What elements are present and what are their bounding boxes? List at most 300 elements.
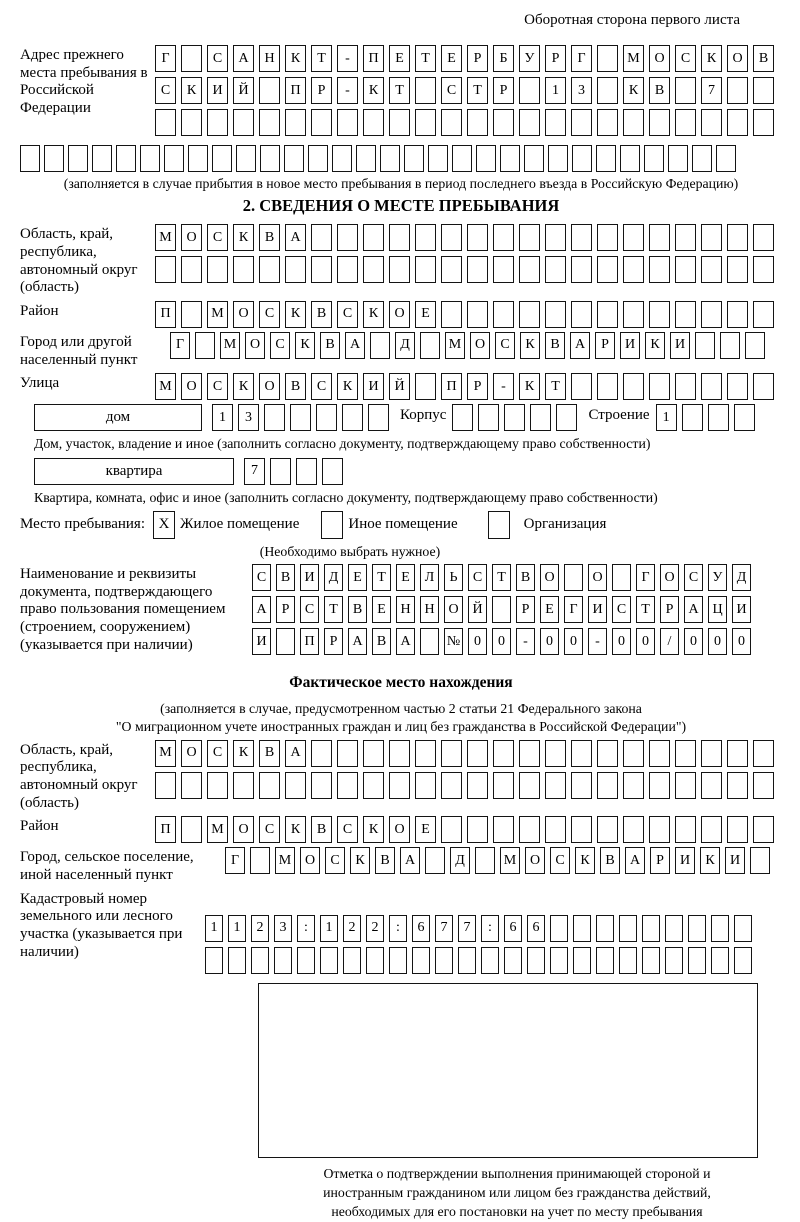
char-cell[interactable] bbox=[415, 740, 436, 767]
char-cell[interactable]: Т bbox=[636, 596, 655, 623]
char-cell[interactable] bbox=[435, 947, 453, 974]
char-cell[interactable]: А bbox=[285, 224, 306, 251]
char-cell[interactable] bbox=[44, 145, 64, 172]
char-cell[interactable]: М bbox=[207, 816, 228, 843]
char-cell[interactable] bbox=[476, 145, 496, 172]
char-cell[interactable] bbox=[188, 145, 208, 172]
char-cell[interactable]: - bbox=[588, 628, 607, 655]
char-cell[interactable] bbox=[290, 404, 311, 431]
char-cell[interactable] bbox=[571, 224, 592, 251]
char-cell[interactable] bbox=[519, 772, 540, 799]
char-cell[interactable] bbox=[597, 772, 618, 799]
char-cell[interactable]: И bbox=[732, 596, 751, 623]
char-cell[interactable] bbox=[753, 740, 774, 767]
char-cell[interactable] bbox=[441, 740, 462, 767]
char-cell[interactable]: В bbox=[372, 628, 391, 655]
char-cell[interactable] bbox=[649, 816, 670, 843]
char-cell[interactable] bbox=[270, 458, 291, 485]
char-cell[interactable]: С bbox=[337, 301, 358, 328]
char-cell[interactable] bbox=[701, 256, 722, 283]
char-cell[interactable]: О bbox=[727, 45, 748, 72]
char-cell[interactable]: О bbox=[233, 301, 254, 328]
char-cell[interactable]: И bbox=[725, 847, 745, 874]
char-cell[interactable]: В bbox=[311, 301, 332, 328]
char-cell[interactable]: М bbox=[500, 847, 520, 874]
char-cell[interactable]: О bbox=[259, 373, 280, 400]
char-cell[interactable] bbox=[363, 256, 384, 283]
char-cell[interactable]: 1 bbox=[320, 915, 338, 942]
char-cell[interactable] bbox=[467, 224, 488, 251]
char-cell[interactable] bbox=[441, 224, 462, 251]
char-cell[interactable]: 1 bbox=[545, 77, 566, 104]
char-cell[interactable]: М bbox=[155, 373, 176, 400]
char-cell[interactable]: О bbox=[181, 373, 202, 400]
char-cell[interactable]: Д bbox=[395, 332, 415, 359]
char-cell[interactable] bbox=[665, 947, 683, 974]
char-cell[interactable]: С bbox=[325, 847, 345, 874]
char-cell[interactable] bbox=[478, 404, 499, 431]
char-cell[interactable] bbox=[734, 915, 752, 942]
char-cell[interactable]: Т bbox=[372, 564, 391, 591]
char-cell[interactable]: Р bbox=[311, 77, 332, 104]
char-cell[interactable]: Р bbox=[324, 628, 343, 655]
char-cell[interactable] bbox=[467, 740, 488, 767]
char-cell[interactable] bbox=[205, 947, 223, 974]
char-cell[interactable] bbox=[695, 332, 715, 359]
char-cell[interactable]: Т bbox=[545, 373, 566, 400]
char-cell[interactable] bbox=[701, 224, 722, 251]
char-cell[interactable] bbox=[441, 301, 462, 328]
char-cell[interactable]: Г bbox=[636, 564, 655, 591]
char-cell[interactable] bbox=[68, 145, 88, 172]
char-cell[interactable]: 3 bbox=[571, 77, 592, 104]
char-cell[interactable]: К bbox=[337, 373, 358, 400]
char-cell[interactable]: К bbox=[520, 332, 540, 359]
char-cell[interactable] bbox=[545, 816, 566, 843]
char-cell[interactable] bbox=[155, 109, 176, 136]
char-cell[interactable]: Р bbox=[493, 77, 514, 104]
char-cell[interactable] bbox=[389, 109, 410, 136]
char-cell[interactable] bbox=[545, 301, 566, 328]
char-cell[interactable] bbox=[665, 915, 683, 942]
char-cell[interactable] bbox=[524, 145, 544, 172]
char-cell[interactable] bbox=[727, 373, 748, 400]
char-cell[interactable] bbox=[311, 256, 332, 283]
char-cell[interactable]: Т bbox=[492, 564, 511, 591]
char-cell[interactable]: Г bbox=[225, 847, 245, 874]
char-cell[interactable] bbox=[572, 145, 592, 172]
char-cell[interactable]: Р bbox=[467, 373, 488, 400]
char-cell[interactable] bbox=[675, 224, 696, 251]
char-cell[interactable] bbox=[493, 772, 514, 799]
char-cell[interactable]: С bbox=[155, 77, 176, 104]
char-cell[interactable] bbox=[675, 373, 696, 400]
char-cell[interactable]: М bbox=[445, 332, 465, 359]
char-cell[interactable] bbox=[753, 301, 774, 328]
char-cell[interactable] bbox=[337, 224, 358, 251]
char-cell[interactable]: И bbox=[675, 847, 695, 874]
char-cell[interactable] bbox=[181, 109, 202, 136]
char-cell[interactable] bbox=[92, 145, 112, 172]
char-cell[interactable] bbox=[545, 224, 566, 251]
char-cell[interactable]: Е bbox=[540, 596, 559, 623]
char-cell[interactable]: В bbox=[649, 77, 670, 104]
char-cell[interactable] bbox=[467, 301, 488, 328]
char-cell[interactable]: Е bbox=[396, 564, 415, 591]
char-cell[interactable]: 1 bbox=[205, 915, 223, 942]
char-cell[interactable] bbox=[619, 915, 637, 942]
char-cell[interactable]: Е bbox=[348, 564, 367, 591]
char-cell[interactable] bbox=[571, 816, 592, 843]
char-cell[interactable] bbox=[181, 45, 202, 72]
char-cell[interactable]: Р bbox=[467, 45, 488, 72]
char-cell[interactable] bbox=[727, 772, 748, 799]
char-cell[interactable] bbox=[155, 256, 176, 283]
char-cell[interactable] bbox=[527, 947, 545, 974]
char-cell[interactable]: А bbox=[348, 628, 367, 655]
char-cell[interactable] bbox=[597, 301, 618, 328]
char-cell[interactable] bbox=[753, 256, 774, 283]
char-cell[interactable]: С bbox=[252, 564, 271, 591]
char-cell[interactable] bbox=[727, 256, 748, 283]
char-cell[interactable] bbox=[441, 772, 462, 799]
char-cell[interactable]: 1 bbox=[656, 404, 677, 431]
char-cell[interactable]: О bbox=[588, 564, 607, 591]
char-cell[interactable] bbox=[140, 145, 160, 172]
char-cell[interactable] bbox=[596, 947, 614, 974]
char-cell[interactable] bbox=[260, 145, 280, 172]
char-cell[interactable] bbox=[415, 772, 436, 799]
char-cell[interactable] bbox=[612, 564, 631, 591]
char-cell[interactable] bbox=[337, 740, 358, 767]
char-cell[interactable] bbox=[493, 740, 514, 767]
char-cell[interactable] bbox=[649, 373, 670, 400]
char-cell[interactable]: К bbox=[363, 77, 384, 104]
char-cell[interactable] bbox=[701, 373, 722, 400]
char-cell[interactable] bbox=[389, 947, 407, 974]
char-cell[interactable] bbox=[420, 628, 439, 655]
char-cell[interactable] bbox=[441, 109, 462, 136]
char-cell[interactable]: К bbox=[623, 77, 644, 104]
char-cell[interactable]: О bbox=[649, 45, 670, 72]
char-cell[interactable] bbox=[530, 404, 551, 431]
char-cell[interactable]: А bbox=[400, 847, 420, 874]
char-cell[interactable]: Р bbox=[276, 596, 295, 623]
char-cell[interactable] bbox=[545, 109, 566, 136]
char-cell[interactable] bbox=[688, 947, 706, 974]
char-cell[interactable]: С bbox=[259, 816, 280, 843]
char-cell[interactable]: Е bbox=[389, 45, 410, 72]
char-cell[interactable] bbox=[363, 109, 384, 136]
char-cell[interactable] bbox=[504, 404, 525, 431]
char-cell[interactable]: С bbox=[259, 301, 280, 328]
char-cell[interactable]: С bbox=[207, 373, 228, 400]
char-cell[interactable] bbox=[337, 772, 358, 799]
char-cell[interactable] bbox=[597, 256, 618, 283]
char-cell[interactable] bbox=[550, 947, 568, 974]
char-cell[interactable] bbox=[675, 740, 696, 767]
char-cell[interactable] bbox=[181, 301, 202, 328]
char-cell[interactable]: М bbox=[275, 847, 295, 874]
char-cell[interactable] bbox=[285, 256, 306, 283]
char-cell[interactable] bbox=[233, 772, 254, 799]
char-cell[interactable]: И bbox=[620, 332, 640, 359]
char-cell[interactable] bbox=[701, 109, 722, 136]
char-cell[interactable] bbox=[649, 301, 670, 328]
char-cell[interactable] bbox=[155, 772, 176, 799]
char-cell[interactable] bbox=[623, 256, 644, 283]
char-cell[interactable] bbox=[734, 947, 752, 974]
char-cell[interactable] bbox=[20, 145, 40, 172]
char-cell[interactable] bbox=[207, 772, 228, 799]
char-cell[interactable]: К bbox=[363, 816, 384, 843]
char-cell[interactable] bbox=[753, 224, 774, 251]
char-cell[interactable]: А bbox=[570, 332, 590, 359]
char-cell[interactable] bbox=[284, 145, 304, 172]
char-cell[interactable]: П bbox=[300, 628, 319, 655]
char-cell[interactable] bbox=[181, 772, 202, 799]
char-cell[interactable]: Г bbox=[155, 45, 176, 72]
char-cell[interactable] bbox=[548, 145, 568, 172]
char-cell[interactable] bbox=[753, 772, 774, 799]
char-cell[interactable] bbox=[596, 145, 616, 172]
char-cell[interactable] bbox=[675, 109, 696, 136]
char-cell[interactable] bbox=[441, 256, 462, 283]
char-cell[interactable] bbox=[619, 947, 637, 974]
char-cell[interactable] bbox=[668, 145, 688, 172]
char-cell[interactable] bbox=[285, 772, 306, 799]
char-cell[interactable]: У bbox=[519, 45, 540, 72]
char-cell[interactable] bbox=[649, 740, 670, 767]
char-cell[interactable] bbox=[475, 847, 495, 874]
char-cell[interactable]: Д bbox=[324, 564, 343, 591]
char-cell[interactable]: 6 bbox=[412, 915, 430, 942]
char-cell[interactable]: 3 bbox=[274, 915, 292, 942]
char-cell[interactable] bbox=[250, 847, 270, 874]
char-cell[interactable]: П bbox=[363, 45, 384, 72]
checkbox-zhiloe[interactable]: X bbox=[153, 511, 175, 539]
char-cell[interactable] bbox=[701, 772, 722, 799]
char-cell[interactable] bbox=[212, 145, 232, 172]
char-cell[interactable]: Д bbox=[450, 847, 470, 874]
char-cell[interactable]: 0 bbox=[732, 628, 751, 655]
char-cell[interactable]: 0 bbox=[492, 628, 511, 655]
char-cell[interactable]: 0 bbox=[684, 628, 703, 655]
char-cell[interactable] bbox=[493, 109, 514, 136]
char-cell[interactable] bbox=[467, 256, 488, 283]
char-cell[interactable]: 2 bbox=[343, 915, 361, 942]
char-cell[interactable] bbox=[259, 772, 280, 799]
char-cell[interactable]: О bbox=[245, 332, 265, 359]
char-cell[interactable]: Ь bbox=[444, 564, 463, 591]
char-cell[interactable]: Н bbox=[259, 45, 280, 72]
char-cell[interactable]: К bbox=[233, 373, 254, 400]
char-cell[interactable]: В bbox=[259, 740, 280, 767]
char-cell[interactable]: Ц bbox=[708, 596, 727, 623]
char-cell[interactable] bbox=[297, 947, 315, 974]
char-cell[interactable]: А bbox=[684, 596, 703, 623]
char-cell[interactable] bbox=[389, 772, 410, 799]
char-cell[interactable]: Г bbox=[571, 45, 592, 72]
char-cell[interactable]: В bbox=[600, 847, 620, 874]
char-cell[interactable] bbox=[519, 77, 540, 104]
char-cell[interactable] bbox=[519, 301, 540, 328]
char-cell[interactable]: М bbox=[155, 740, 176, 767]
char-cell[interactable]: 0 bbox=[636, 628, 655, 655]
char-cell[interactable] bbox=[311, 772, 332, 799]
char-cell[interactable]: 0 bbox=[540, 628, 559, 655]
char-cell[interactable]: О bbox=[181, 740, 202, 767]
char-cell[interactable]: И bbox=[363, 373, 384, 400]
char-cell[interactable] bbox=[458, 947, 476, 974]
char-cell[interactable] bbox=[753, 109, 774, 136]
char-cell[interactable] bbox=[428, 145, 448, 172]
char-cell[interactable] bbox=[441, 816, 462, 843]
char-cell[interactable]: 0 bbox=[612, 628, 631, 655]
char-cell[interactable]: А bbox=[396, 628, 415, 655]
char-cell[interactable] bbox=[519, 816, 540, 843]
char-cell[interactable]: П bbox=[441, 373, 462, 400]
char-cell[interactable]: В bbox=[545, 332, 565, 359]
char-cell[interactable] bbox=[311, 109, 332, 136]
char-cell[interactable] bbox=[753, 77, 774, 104]
char-cell[interactable] bbox=[493, 256, 514, 283]
char-cell[interactable]: К bbox=[645, 332, 665, 359]
char-cell[interactable]: : bbox=[481, 915, 499, 942]
char-cell[interactable]: 3 bbox=[238, 404, 259, 431]
char-cell[interactable] bbox=[571, 772, 592, 799]
char-cell[interactable] bbox=[504, 947, 522, 974]
char-cell[interactable] bbox=[692, 145, 712, 172]
char-cell[interactable] bbox=[623, 816, 644, 843]
char-cell[interactable]: М bbox=[207, 301, 228, 328]
char-cell[interactable] bbox=[734, 404, 755, 431]
char-cell[interactable] bbox=[363, 740, 384, 767]
char-cell[interactable]: К bbox=[519, 373, 540, 400]
char-cell[interactable]: О bbox=[233, 816, 254, 843]
char-cell[interactable]: 0 bbox=[564, 628, 583, 655]
char-cell[interactable]: Р bbox=[545, 45, 566, 72]
char-cell[interactable] bbox=[320, 947, 338, 974]
char-cell[interactable]: В bbox=[311, 816, 332, 843]
char-cell[interactable] bbox=[545, 740, 566, 767]
char-cell[interactable]: А bbox=[625, 847, 645, 874]
char-cell[interactable] bbox=[573, 947, 591, 974]
char-cell[interactable] bbox=[337, 256, 358, 283]
char-cell[interactable]: О bbox=[540, 564, 559, 591]
char-cell[interactable]: № bbox=[444, 628, 463, 655]
char-cell[interactable]: К bbox=[233, 224, 254, 251]
char-cell[interactable] bbox=[642, 947, 660, 974]
char-cell[interactable] bbox=[649, 224, 670, 251]
char-cell[interactable] bbox=[711, 915, 729, 942]
char-cell[interactable] bbox=[519, 109, 540, 136]
char-cell[interactable] bbox=[597, 224, 618, 251]
char-cell[interactable] bbox=[571, 301, 592, 328]
char-cell[interactable] bbox=[420, 332, 440, 359]
char-cell[interactable]: Е bbox=[415, 816, 436, 843]
char-cell[interactable] bbox=[571, 109, 592, 136]
char-cell[interactable]: М bbox=[220, 332, 240, 359]
char-cell[interactable]: В bbox=[753, 45, 774, 72]
char-cell[interactable]: Р bbox=[650, 847, 670, 874]
char-cell[interactable]: С bbox=[441, 77, 462, 104]
char-cell[interactable]: В bbox=[276, 564, 295, 591]
char-cell[interactable] bbox=[311, 740, 332, 767]
char-cell[interactable]: И bbox=[252, 628, 271, 655]
char-cell[interactable] bbox=[337, 109, 358, 136]
char-cell[interactable] bbox=[467, 109, 488, 136]
char-cell[interactable]: 0 bbox=[468, 628, 487, 655]
char-cell[interactable] bbox=[620, 145, 640, 172]
char-cell[interactable]: В bbox=[259, 224, 280, 251]
char-cell[interactable] bbox=[368, 404, 389, 431]
checkbox-org[interactable] bbox=[488, 511, 510, 539]
char-cell[interactable] bbox=[597, 109, 618, 136]
checkbox-inoe[interactable] bbox=[321, 511, 343, 539]
char-cell[interactable] bbox=[623, 373, 644, 400]
char-cell[interactable]: 7 bbox=[244, 458, 265, 485]
char-cell[interactable] bbox=[467, 816, 488, 843]
char-cell[interactable] bbox=[701, 740, 722, 767]
char-cell[interactable]: А bbox=[285, 740, 306, 767]
char-cell[interactable]: Г bbox=[170, 332, 190, 359]
char-cell[interactable]: О bbox=[389, 301, 410, 328]
char-cell[interactable] bbox=[481, 947, 499, 974]
char-cell[interactable]: С bbox=[337, 816, 358, 843]
char-cell[interactable] bbox=[571, 740, 592, 767]
char-cell[interactable] bbox=[701, 816, 722, 843]
char-cell[interactable]: С bbox=[311, 373, 332, 400]
char-cell[interactable] bbox=[623, 301, 644, 328]
char-cell[interactable] bbox=[519, 256, 540, 283]
char-cell[interactable]: С bbox=[468, 564, 487, 591]
char-cell[interactable] bbox=[342, 404, 363, 431]
char-cell[interactable]: Н bbox=[420, 596, 439, 623]
char-cell[interactable] bbox=[753, 373, 774, 400]
char-cell[interactable] bbox=[181, 816, 202, 843]
char-cell[interactable]: Л bbox=[420, 564, 439, 591]
char-cell[interactable] bbox=[597, 45, 618, 72]
char-cell[interactable]: И bbox=[588, 596, 607, 623]
char-cell[interactable]: С bbox=[550, 847, 570, 874]
char-cell[interactable] bbox=[519, 224, 540, 251]
char-cell[interactable] bbox=[311, 224, 332, 251]
char-cell[interactable]: : bbox=[297, 915, 315, 942]
char-cell[interactable]: С bbox=[207, 45, 228, 72]
char-cell[interactable]: Т bbox=[324, 596, 343, 623]
char-cell[interactable]: О bbox=[470, 332, 490, 359]
char-cell[interactable] bbox=[233, 256, 254, 283]
char-cell[interactable] bbox=[415, 224, 436, 251]
char-cell[interactable] bbox=[274, 947, 292, 974]
char-cell[interactable] bbox=[623, 109, 644, 136]
char-cell[interactable] bbox=[727, 740, 748, 767]
char-cell[interactable]: Р bbox=[516, 596, 535, 623]
char-cell[interactable] bbox=[550, 915, 568, 942]
char-cell[interactable]: К bbox=[363, 301, 384, 328]
char-cell[interactable]: С bbox=[495, 332, 515, 359]
char-cell[interactable] bbox=[415, 109, 436, 136]
char-cell[interactable] bbox=[688, 915, 706, 942]
char-cell[interactable]: К bbox=[701, 45, 722, 72]
char-cell[interactable] bbox=[623, 224, 644, 251]
char-cell[interactable]: И bbox=[300, 564, 319, 591]
char-cell[interactable]: Т bbox=[311, 45, 332, 72]
char-cell[interactable]: И bbox=[207, 77, 228, 104]
char-cell[interactable]: М bbox=[623, 45, 644, 72]
char-cell[interactable]: П bbox=[155, 301, 176, 328]
